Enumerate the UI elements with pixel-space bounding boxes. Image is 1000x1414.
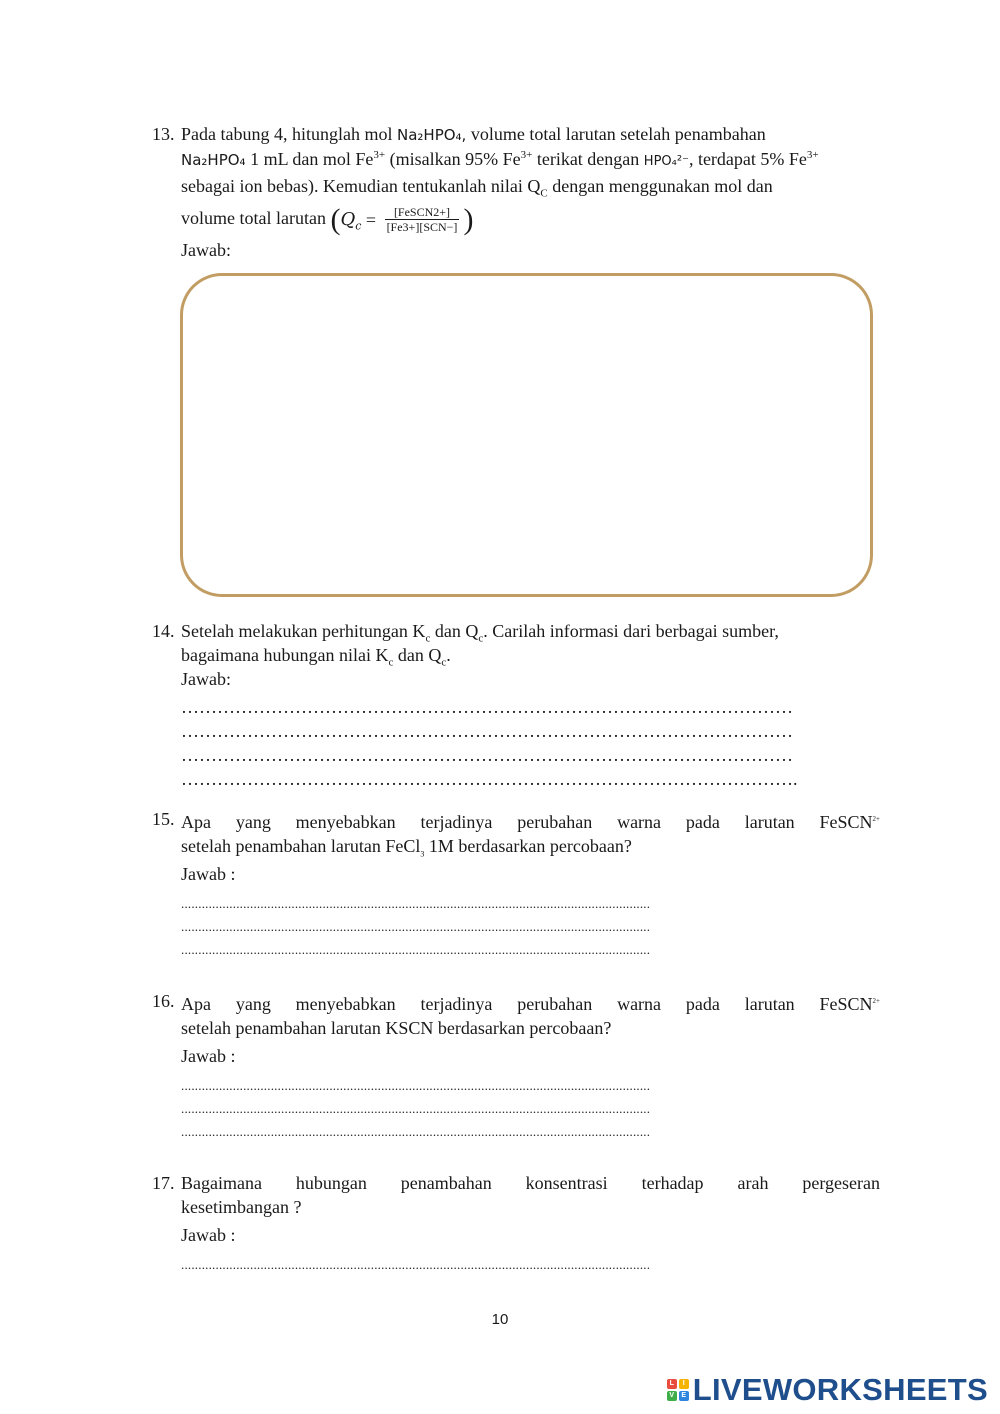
question-text-line: Apa yang menyebabkan terjadinya perubahan warna pada larutan FeSCN$^{2+}$ [181, 994, 880, 1014]
answer-line[interactable]: ........................................................................................................................................ [181, 1101, 651, 1116]
answer-line[interactable]: …………………………………………………………………………………………. [181, 769, 798, 789]
answer-line[interactable]: ........................................................................................................................................ [181, 919, 651, 934]
answer-line[interactable]: ........................................................................................................................................ [181, 1257, 651, 1272]
question-text-line: bagaimana hubungan nilai $K_c$ dan $Q_c$. [181, 645, 451, 669]
answer-line[interactable]: ........................................................................................................................................ [181, 896, 651, 911]
logo-icon: L I V E [667, 1379, 689, 1401]
qc-fraction: $\frac{\text{[FeSCN2+]}}{\text{[Fe3+][SCN−]}}$ [386, 205, 458, 235]
answer-label: Jawab: [181, 669, 231, 689]
answer-line[interactable]: ........................................................................................................................................ [181, 1124, 651, 1139]
question-text-line: kesetimbangan ? [181, 1197, 302, 1217]
question-number: 14. [152, 621, 175, 641]
question-number: 17. [152, 1173, 175, 1193]
question-15 [152, 807, 880, 961]
question-text-line: Apa yang menyebabkan terjadinya perubahan warna pada larutan FeSCN$^{2+}$ [181, 812, 880, 832]
question-16 [152, 989, 880, 1143]
question-14 [152, 619, 880, 791]
answer-label: Jawab : [181, 1225, 236, 1245]
question-text-line: sebagai ion bebas). Kemudian tentukanlah nilai $Q_C$ dengan menggunakan mol dan [181, 176, 773, 200]
answer-box[interactable] [180, 273, 873, 597]
answer-line[interactable]: ………………………………………………………………………………………… [181, 745, 793, 765]
question-13 [152, 122, 880, 262]
formula-line: volume total larutan ($Q_c$ = $\frac{\text{[FeSCN2+]}}{\text{[Fe3+][SCN−]}}$ ) [181, 202, 474, 236]
question-17 [152, 1171, 880, 1276]
question-number: 15. [152, 809, 175, 829]
question-number: 13. [152, 124, 175, 144]
question-text-line: setelah penambahan larutan FeCl$_3$ 1M berdasarkan percobaan? [181, 836, 632, 859]
question-text-line: Pada tabung 4, hitunglah mol Na₂HPO₄, volume total larutan setelah penambahan [181, 124, 766, 144]
answer-label: Jawab : [181, 1046, 236, 1066]
question-text-line: Na₂HPO₄ 1 mL dan mol $Fe^{3+}$ (misalkan 95% $Fe^{3+}$ terikat dengan HPO₄²⁻, terdapat 5% $Fe^{3+}$ [181, 149, 819, 169]
page-number: 10 [491, 1311, 509, 1328]
question-number: 16. [152, 991, 175, 1011]
qc-symbol: $Q_c$ [340, 208, 362, 233]
question-text-line: Bagaimana hubungan penambahan konsentrasi terhadap arah pergeseran [181, 1173, 880, 1193]
answer-line[interactable]: ………………………………………………………………………………………… [181, 721, 793, 741]
answer-label: Jawab: [181, 240, 231, 260]
logo-text: LIVEWORKSHEETS [692, 1372, 988, 1407]
answer-line[interactable]: ........................................................................................................................................ [181, 1078, 651, 1093]
answer-line[interactable]: ........................................................................................................................................ [181, 942, 651, 957]
liveworksheets-logo [667, 1372, 988, 1408]
answer-label: Jawab : [181, 864, 236, 884]
question-text-line: setelah penambahan larutan KSCN berdasarkan percobaan? [181, 1018, 612, 1038]
question-text-line: Setelah melakukan perhitungan $K_c$ dan $Q_c$. Carilah informasi dari berbagai sumber, [181, 621, 779, 645]
answer-line[interactable]: ………………………………………………………………………………………… [181, 697, 793, 717]
